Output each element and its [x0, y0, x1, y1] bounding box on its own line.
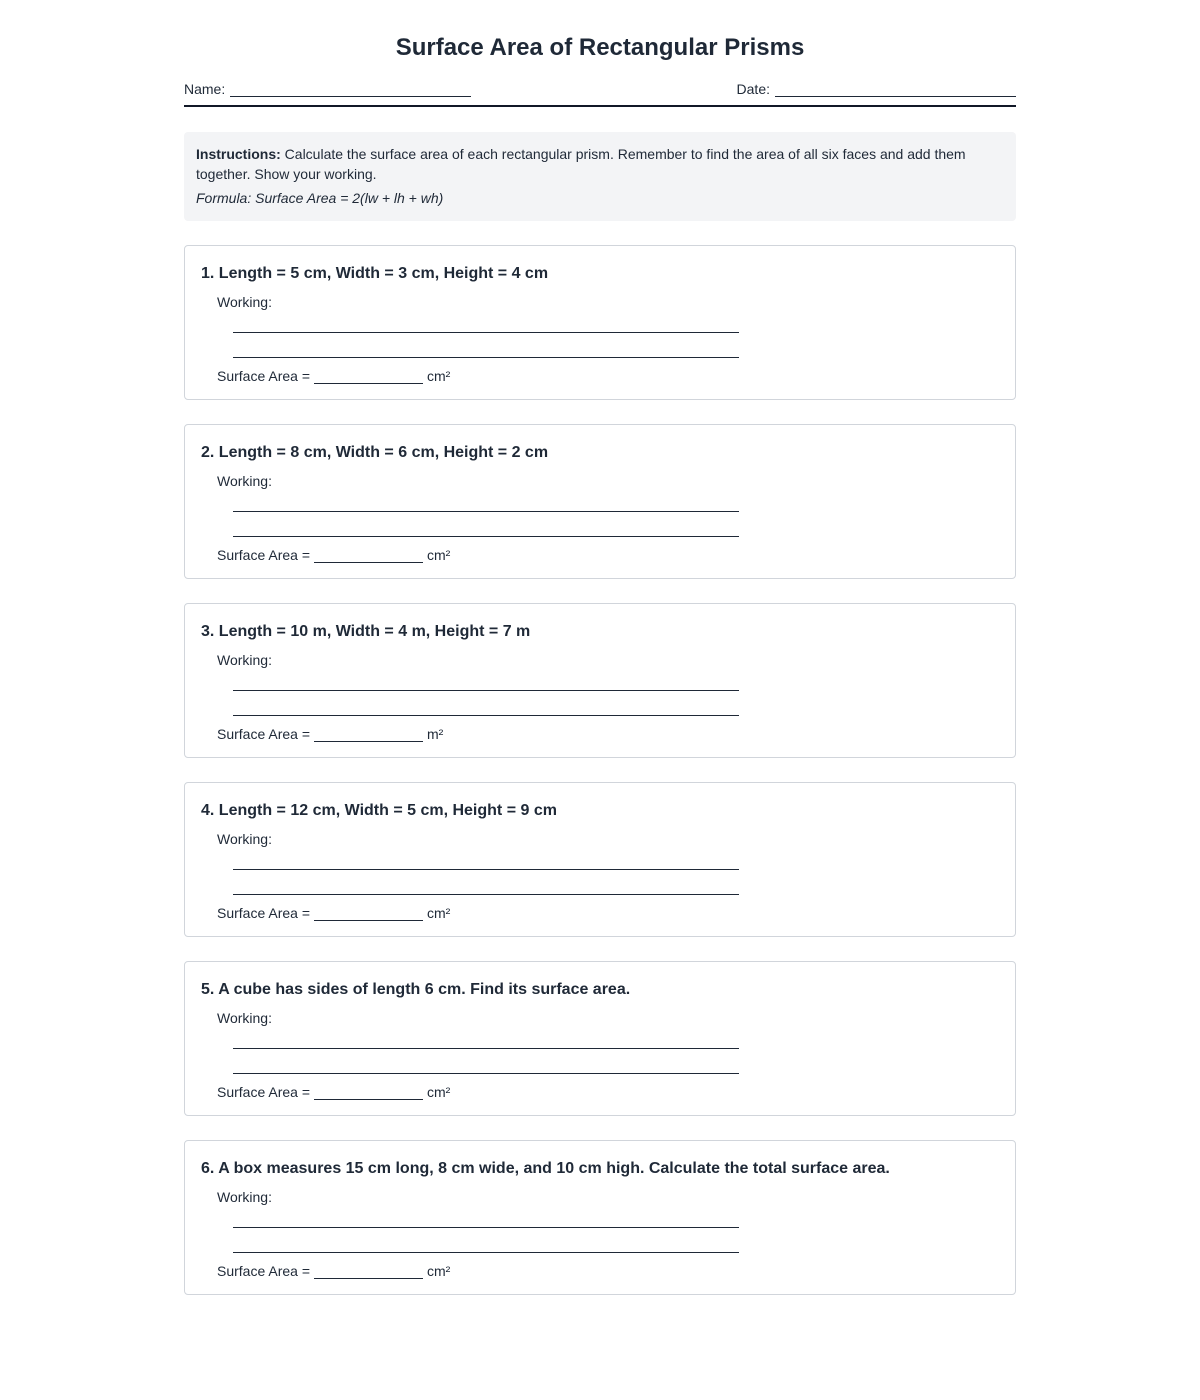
- answer-label: Surface Area =: [217, 1084, 311, 1100]
- instructions-body: Calculate the surface area of each rectangular prism. Remember to find the area of all six faces and add them together. Show your working.: [196, 146, 966, 182]
- working-line[interactable]: [233, 894, 739, 895]
- question-card: [184, 1140, 1016, 1295]
- question-card: [184, 424, 1016, 579]
- question-list: [184, 245, 1016, 1295]
- question-card: [184, 961, 1016, 1116]
- working-label: Working:: [217, 831, 272, 847]
- answer-row: [217, 726, 999, 742]
- date-blank[interactable]: [775, 82, 1016, 97]
- answer-label: Surface Area =: [217, 726, 311, 742]
- working-line[interactable]: [233, 690, 739, 691]
- answer-unit: m²: [427, 726, 444, 742]
- answer-label: Surface Area =: [217, 547, 311, 563]
- working-label: Working:: [217, 473, 272, 489]
- answer-blank[interactable]: [314, 1085, 423, 1100]
- worksheet-page: [184, 0, 1016, 1295]
- answer-label: Surface Area =: [217, 368, 311, 384]
- working-label: Working:: [217, 1010, 272, 1026]
- question-title: 3. Length = 10 m, Width = 4 m, Height = 7 m: [201, 623, 531, 640]
- name-blank[interactable]: [230, 82, 471, 97]
- answer-row: [217, 1263, 999, 1279]
- answer-label: Surface Area =: [217, 905, 311, 921]
- answer-label: Surface Area =: [217, 1263, 311, 1279]
- instructions-box: [184, 132, 1016, 221]
- question-title: 6. A box measures 15 cm long, 8 cm wide, and 10 cm high. Calculate the total surface area.: [201, 1160, 890, 1177]
- question-card: [184, 245, 1016, 400]
- working-line[interactable]: [233, 1048, 739, 1049]
- answer-row: [217, 368, 999, 384]
- answer-unit: cm²: [427, 905, 451, 921]
- working-line[interactable]: [233, 1073, 739, 1074]
- question-title: 1. Length = 5 cm, Width = 3 cm, Height = 4 cm: [201, 265, 549, 282]
- answer-unit: cm²: [427, 547, 451, 563]
- question-card: [184, 603, 1016, 758]
- working-line[interactable]: [233, 332, 739, 333]
- working-label: Working:: [217, 1189, 272, 1205]
- working-label: Working:: [217, 652, 272, 668]
- working-line[interactable]: [233, 869, 739, 870]
- name-field: [184, 81, 471, 97]
- answer-blank[interactable]: [314, 727, 423, 742]
- question-title: 5. A cube has sides of length 6 cm. Find its surface area.: [201, 981, 631, 998]
- header-fields: [184, 81, 1016, 107]
- answer-unit: cm²: [427, 1263, 451, 1279]
- answer-blank[interactable]: [314, 548, 423, 563]
- answer-row: [217, 905, 999, 921]
- answer-unit: cm²: [427, 1084, 451, 1100]
- date-label: Date:: [736, 81, 770, 97]
- name-label: Name:: [184, 81, 226, 97]
- working-line[interactable]: [233, 536, 739, 537]
- formula-text: Formula: Surface Area = 2(lw + lh + wh): [196, 190, 444, 206]
- answer-blank[interactable]: [314, 1264, 423, 1279]
- question-title: 4. Length = 12 cm, Width = 5 cm, Height = 9 cm: [201, 802, 557, 819]
- working-line[interactable]: [233, 357, 739, 358]
- question-card: [184, 782, 1016, 937]
- page-title: Surface Area of Rectangular Prisms: [395, 34, 805, 61]
- date-field: [737, 81, 1016, 97]
- answer-blank[interactable]: [314, 369, 423, 384]
- working-line[interactable]: [233, 1227, 739, 1228]
- working-line[interactable]: [233, 1252, 739, 1253]
- answer-row: [217, 1084, 999, 1100]
- working-line[interactable]: [233, 511, 739, 512]
- question-title: 2. Length = 8 cm, Width = 6 cm, Height = 2 cm: [201, 444, 549, 461]
- instructions-text: [196, 144, 1004, 184]
- answer-row: [217, 547, 999, 563]
- answer-unit: cm²: [427, 368, 451, 384]
- working-label: Working:: [217, 294, 272, 310]
- working-line[interactable]: [233, 715, 739, 716]
- instructions-label: Instructions:: [196, 146, 281, 162]
- answer-blank[interactable]: [314, 906, 423, 921]
